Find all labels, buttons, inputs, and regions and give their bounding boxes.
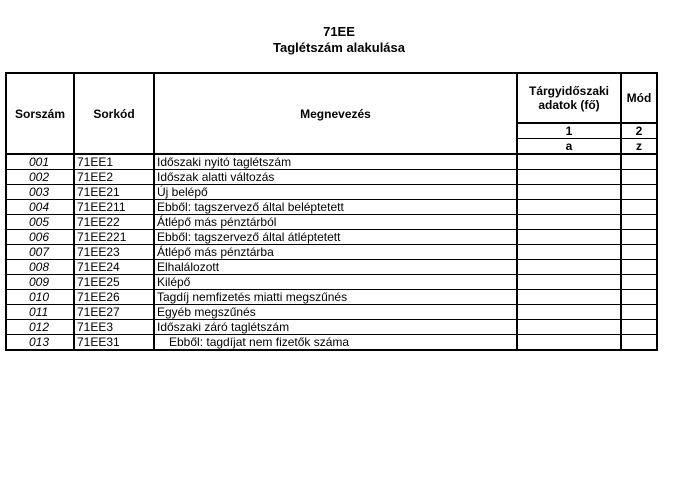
table-row (6, 170, 657, 185)
row-sorkod: 71EE3 (74, 320, 154, 335)
row-sorkod: 71EE24 (74, 260, 154, 275)
table-row (6, 335, 657, 351)
header-col1-letter: a (517, 139, 621, 155)
table-row (6, 154, 657, 170)
table-row (6, 200, 657, 215)
row-mod-input[interactable] (621, 305, 657, 320)
row-mod-input[interactable] (621, 170, 657, 185)
table-row (6, 215, 657, 230)
row-megnevezes: Egyéb megszűnés (154, 305, 517, 320)
row-value-input[interactable] (517, 200, 621, 215)
row-mod-input[interactable] (621, 260, 657, 275)
row-sorkod: 71EE25 (74, 275, 154, 290)
header-sorkod: Sorkód (74, 73, 154, 154)
row-sorszam: 011 (6, 305, 74, 320)
row-megnevezes: Új belépő (154, 185, 517, 200)
row-megnevezes: Átlépő más pénztárba (154, 245, 517, 260)
row-sorkod: 71EE2 (74, 170, 154, 185)
row-value-input[interactable] (517, 170, 621, 185)
row-value-input[interactable] (517, 260, 621, 275)
form-title: Taglétszám alakulása (273, 40, 405, 55)
row-value-input[interactable] (517, 290, 621, 305)
row-mod-input[interactable] (621, 185, 657, 200)
row-megnevezes: Elhalálozott (154, 260, 517, 275)
row-sorszam: 002 (6, 170, 74, 185)
row-sorkod: 71EE26 (74, 290, 154, 305)
row-sorszam: 009 (6, 275, 74, 290)
row-sorkod: 71EE27 (74, 305, 154, 320)
table-row (6, 275, 657, 290)
row-mod-input[interactable] (621, 215, 657, 230)
table-row (6, 230, 657, 245)
row-sorkod: 71EE22 (74, 215, 154, 230)
row-value-input[interactable] (517, 245, 621, 260)
table-row (6, 245, 657, 260)
header-mod: Mód (621, 73, 657, 123)
row-mod-input[interactable] (621, 290, 657, 305)
row-megnevezes: Tagdíj nemfizetés miatti megszűnés (154, 290, 517, 305)
table-row (6, 260, 657, 275)
row-sorszam: 004 (6, 200, 74, 215)
table-row (6, 305, 657, 320)
form-code: 71EE (323, 24, 355, 39)
row-mod-input[interactable] (621, 245, 657, 260)
row-sorkod: 71EE211 (74, 200, 154, 215)
table-row (6, 320, 657, 335)
table-row (6, 290, 657, 305)
row-value-input[interactable] (517, 305, 621, 320)
row-value-input[interactable] (517, 275, 621, 290)
row-value-input[interactable] (517, 230, 621, 245)
header-sorszam: Sorszám (6, 73, 74, 154)
row-value-input[interactable] (517, 154, 621, 170)
row-sorszam: 006 (6, 230, 74, 245)
row-megnevezes: Átlépő más pénztárból (154, 215, 517, 230)
row-sorszam: 013 (6, 335, 74, 351)
row-sorszam: 010 (6, 290, 74, 305)
row-sorkod: 71EE1 (74, 154, 154, 170)
header-megnevezes: Megnevezés (154, 73, 517, 154)
row-sorszam: 005 (6, 215, 74, 230)
row-value-input[interactable] (517, 320, 621, 335)
header-col2-letter: z (621, 139, 657, 155)
row-sorkod: 71EE23 (74, 245, 154, 260)
row-sorkod: 71EE31 (74, 335, 154, 351)
row-value-input[interactable] (517, 335, 621, 351)
row-sorszam: 008 (6, 260, 74, 275)
row-mod-input[interactable] (621, 275, 657, 290)
row-sorkod: 71EE21 (74, 185, 154, 200)
header-col1-number: 1 (517, 123, 621, 139)
row-mod-input[interactable] (621, 320, 657, 335)
row-mod-input[interactable] (621, 200, 657, 215)
row-megnevezes: Időszaki nyitó taglétszám (154, 154, 517, 170)
row-mod-input[interactable] (621, 154, 657, 170)
row-value-input[interactable] (517, 215, 621, 230)
row-megnevezes: Időszaki záró taglétszám (154, 320, 517, 335)
data-table (5, 72, 658, 351)
row-megnevezes: Ebből: tagszervező által átléptetett (154, 230, 517, 245)
header-targyidoszaki: Tárgyidőszaki adatok (fő) (517, 73, 621, 123)
row-value-input[interactable] (517, 185, 621, 200)
row-megnevezes: Ebből: tagszervező által beléptetett (154, 200, 517, 215)
row-sorszam: 001 (6, 154, 74, 170)
row-megnevezes: Ebből: tagdíjat nem fizetők száma (154, 335, 517, 351)
row-megnevezes: Kilépő (154, 275, 517, 290)
table-row (6, 185, 657, 200)
row-sorkod: 71EE221 (74, 230, 154, 245)
row-megnevezes: Időszak alatti változás (154, 170, 517, 185)
row-mod-input[interactable] (621, 335, 657, 351)
row-sorszam: 007 (6, 245, 74, 260)
row-sorszam: 003 (6, 185, 74, 200)
header-col2-number: 2 (621, 123, 657, 139)
row-sorszam: 012 (6, 320, 74, 335)
row-mod-input[interactable] (621, 230, 657, 245)
